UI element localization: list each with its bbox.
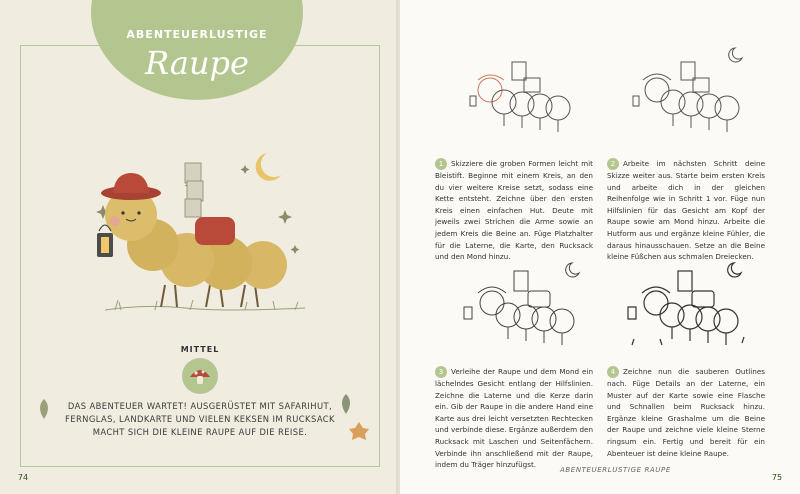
step-2-text: Arbeite im nächsten Schritt deine Skizze weiter aus. Starte beim ersten Kreis und arbeite dich in der gleichen Reihenfolge wie in Schritt 1 vor. Füge nun Hilfslinien für das Gesicht am Kopf der Raupe sowie am Mond hinzu. Arbeite die Hutform aus und ergänze kleine Fühler, die daraus hinausschauen. Setze an die Beine kleine Füßchen aus schmalen Dreiecken. bbox=[607, 159, 765, 262]
step-3-sketch bbox=[460, 255, 590, 355]
step-1 bbox=[435, 158, 593, 263]
step-2-number: 2 bbox=[607, 158, 619, 170]
caterpillar-illustration bbox=[95, 145, 315, 325]
step-3 bbox=[435, 366, 593, 471]
running-footer: ABENTEUERLUSTIGE RAUPE bbox=[560, 466, 671, 474]
step-3-number: 3 bbox=[435, 366, 447, 378]
right-page bbox=[400, 0, 800, 494]
lantern-icon bbox=[97, 225, 113, 257]
mushroom-icon bbox=[182, 358, 218, 394]
difficulty-level bbox=[176, 345, 224, 394]
step-4 bbox=[607, 366, 765, 459]
step-4-text: Zeichne nun die sauberen Outlines nach. Füge Details an der Laterne, ein Muster auf der Karte sowie eine Flasche und Schnallen beim Rucksack hinzu. Ergänze kleine Grashalme um die Beine der Raupe und zeichne viele kleine Sterne ringsum ein. Fertig und bereit für ein Abenteuer ist deine kleine Raupe. bbox=[607, 367, 765, 458]
leaf-icon bbox=[34, 397, 54, 421]
leaf-icon bbox=[348, 420, 370, 442]
moon-icon bbox=[256, 153, 281, 181]
step-3-text: Verleihe der Raupe und dem Mond ein lächelndes Gesicht entlang der Hilfslinien. Zeichne die Laterne und die Kerze darin ein. Gib der Raupe in die andere Hand eine Karte aus drei leicht versetzten Rechtecken und verbinde diese. Ergänze außerdem den Rucksack mit Laschen und Seitenfächern. Verbinde ihn anschließend mit der Raupe, indem du Träger hinzufügst. bbox=[435, 367, 593, 470]
intro-text: DAS ABENTEUER WARTET! AUSGERÜSTET MIT SAFARIHUT, FERNGLAS, LANDKARTE UND VIELEN KEKSEN IM RUCKSACK MACHT SICH DIE KLEINE RAUPE AUF DIE REISE. bbox=[65, 401, 335, 437]
step-1-sketch bbox=[460, 50, 580, 145]
step-4-sketch bbox=[622, 255, 762, 355]
step-2-sketch bbox=[625, 42, 765, 142]
page-number-left: 74 bbox=[17, 472, 29, 482]
title-small: ABENTEUERLUSTIGE bbox=[126, 28, 268, 41]
page-number-right: 75 bbox=[771, 472, 783, 482]
level-label: MITTEL bbox=[180, 345, 220, 354]
step-1-number: 1 bbox=[435, 158, 447, 170]
step-4-number: 4 bbox=[607, 366, 619, 378]
title-large: Raupe bbox=[145, 44, 249, 82]
step-1-text: Skizziere die groben Formen leicht mit Bleistift. Beginne mit einem Kreis, an den du vier weitere Kreise setzt, sodass eine Kette entsteht. Zeichne über den ersten Kreis einen einfachen Hut. Deute mit jeweils zwei Strichen die Arme sowie an jedem Kreis die Beine an. Füge Platzhalter für die Laterne, die Karte, den Rucksack und den Mond hinzu. bbox=[435, 159, 593, 262]
step-2 bbox=[607, 158, 765, 263]
